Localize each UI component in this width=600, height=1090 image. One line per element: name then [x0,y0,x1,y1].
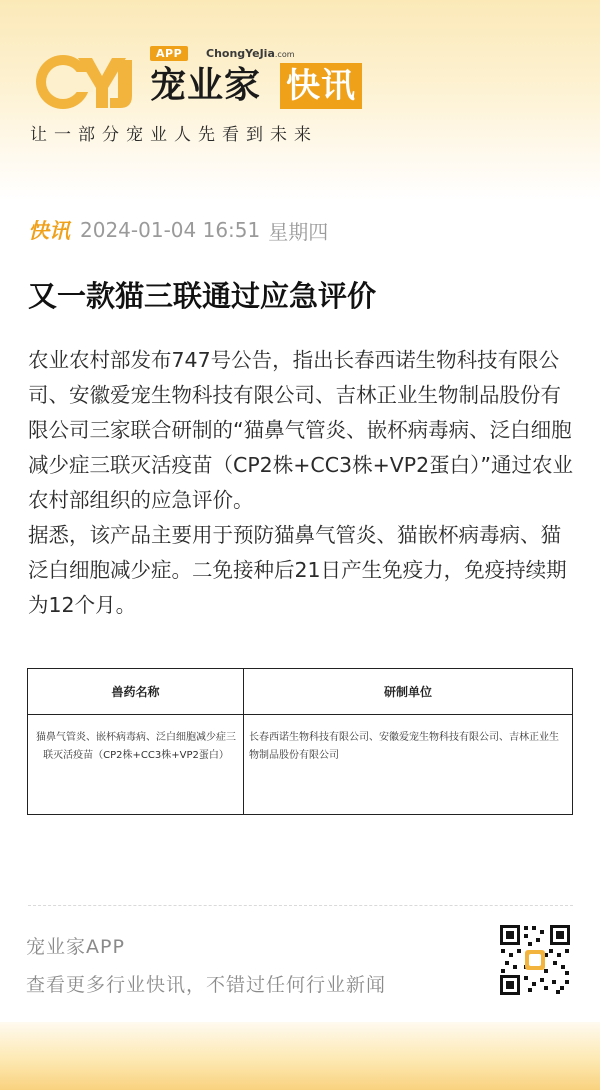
qr-code-icon[interactable] [499,924,571,996]
article-meta [28,216,328,244]
table-cell-developer: 长春西诺生物科技有限公司、安徽爱宠生物科技有限公司、吉林正业生物制品股份有限公司 [244,715,573,815]
vaccine-table [27,668,573,815]
publish-datetime: 2024-01-04 16:51 [80,218,261,242]
kuaixun-label: 快讯 [28,219,70,243]
article-body [28,343,576,623]
brand-kuaixun-badge: 快讯 [280,63,362,109]
cyj-logo-icon [30,46,142,112]
table-header-row [28,669,573,715]
app-tag: APP [150,46,188,61]
table-row [28,715,573,815]
article-paragraph: 据悉，该产品主要用于预防猫鼻气管炎、猫嵌杯病毒病、猫泛白细胞减少症。二免接种后21日产生免疫力，免疫持续期为12个月。 [28,523,567,617]
brand-name: 宠业家 [150,65,262,106]
domain-label: ChongYeJia.com [206,47,295,60]
table-cell-drug-name: 猫鼻气管炎、嵌杯病毒病、泛白细胞减少症三联灭活疫苗（CP2株+CC3株+VP2蛋白） [28,715,244,815]
table-header-developer: 研制单位 [244,669,573,715]
article-paragraph: 农业农村部发布747号公告，指出长春西诺生物科技有限公司、安徽爱宠生物科技有限公司、吉林正业生物制品股份有限公司三家联合研制的“猫鼻气管炎、嵌杯病毒病、泛白细胞减少症三联灭活疫苗（CP2株+CC3株+VP2蛋白）”通过农业农村部组织的应急评价。 [28,348,574,512]
slogan: 让一部分宠业人先看到未来 [30,125,318,145]
publish-weekday: 星期四 [268,219,329,244]
article-title: 又一款猫三联通过应急评价 [28,279,377,313]
table-header-drug-name: 兽药名称 [28,669,244,715]
bottom-background [0,1022,600,1090]
footer-divider [28,905,573,906]
footer-description: 查看更多行业快讯，不错过任何行业新闻 [26,974,387,996]
footer-app-name: 宠业家APP [26,936,125,958]
